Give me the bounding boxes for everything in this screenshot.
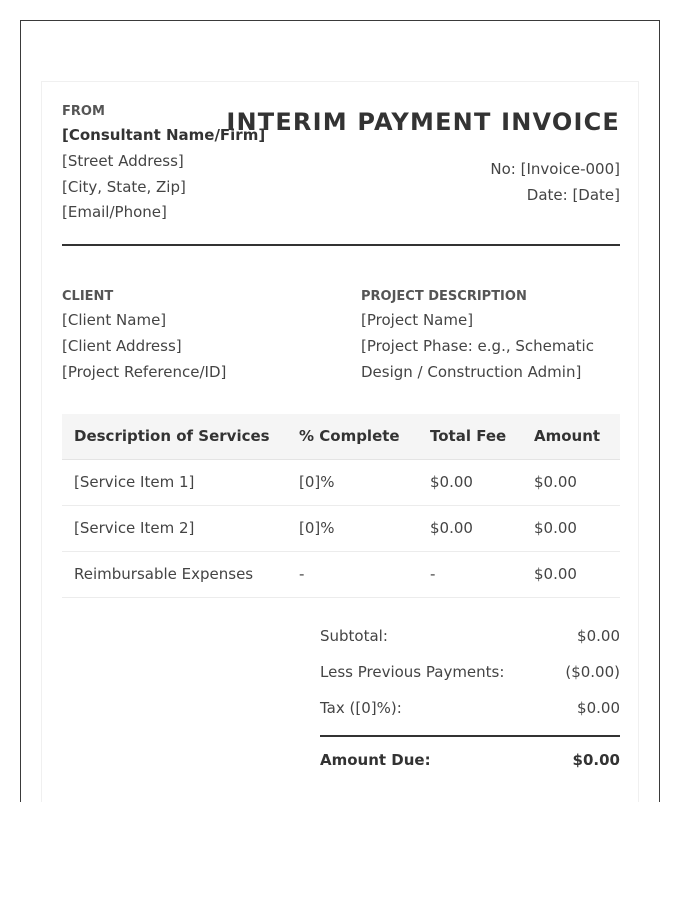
amount-due-row (320, 747, 620, 773)
consultant-city: [City, State, Zip] (62, 178, 186, 196)
tax-label: Tax ([0]%): (320, 699, 402, 717)
amount-due-value: $0.00 (572, 751, 620, 769)
table-row (62, 460, 620, 506)
consultant-contact: [Email/Phone] (62, 203, 167, 221)
table-row (62, 552, 620, 598)
service-amount: $0.00 (534, 519, 577, 537)
totals-section (320, 618, 620, 726)
column-header-description: Description of Services (74, 427, 270, 445)
service-amount: $0.00 (534, 565, 577, 583)
table-row (62, 506, 620, 552)
service-description: [Service Item 1] (74, 473, 195, 491)
totals-divider (320, 735, 620, 737)
project-phase-line2: Design / Construction Admin] (361, 363, 582, 381)
subtotal-label: Subtotal: (320, 627, 388, 645)
service-total-fee: - (430, 565, 436, 583)
tax-row (320, 690, 620, 726)
previous-payments-label: Less Previous Payments: (320, 663, 505, 681)
service-complete: [0]% (299, 519, 335, 537)
amount-due-label: Amount Due: (320, 751, 431, 769)
table-header-row (62, 414, 620, 460)
invoice-title: INTERIM PAYMENT INVOICE (226, 108, 620, 136)
service-amount: $0.00 (534, 473, 577, 491)
project-reference: [Project Reference/ID] (62, 363, 227, 381)
service-total-fee: $0.00 (430, 473, 473, 491)
header-divider (62, 244, 620, 246)
subtotal-row (320, 618, 620, 654)
client-label: CLIENT (62, 289, 114, 304)
project-description-label: PROJECT DESCRIPTION (361, 289, 527, 304)
consultant-name: [Consultant Name/Firm] (62, 126, 266, 144)
services-table (62, 414, 620, 598)
invoice-date: Date: [Date] (526, 186, 620, 204)
invoice-number: No: [Invoice-000] (490, 160, 620, 178)
column-header-complete: % Complete (299, 427, 400, 445)
service-complete: [0]% (299, 473, 335, 491)
subtotal-value: $0.00 (577, 627, 620, 645)
service-total-fee: $0.00 (430, 519, 473, 537)
service-complete: - (299, 565, 305, 583)
project-phase-line1: [Project Phase: e.g., Schematic (361, 337, 594, 355)
project-name: [Project Name] (361, 311, 474, 329)
tax-value: $0.00 (577, 699, 620, 717)
service-description: Reimbursable Expenses (74, 565, 254, 583)
column-header-total-fee: Total Fee (430, 427, 507, 445)
previous-payments-row (320, 654, 620, 690)
client-name: [Client Name] (62, 311, 167, 329)
consultant-street: [Street Address] (62, 152, 184, 170)
client-address: [Client Address] (62, 337, 182, 355)
previous-payments-value: ($0.00) (565, 663, 620, 681)
from-label: FROM (62, 104, 105, 119)
column-header-amount: Amount (534, 427, 601, 445)
service-description: [Service Item 2] (74, 519, 195, 537)
